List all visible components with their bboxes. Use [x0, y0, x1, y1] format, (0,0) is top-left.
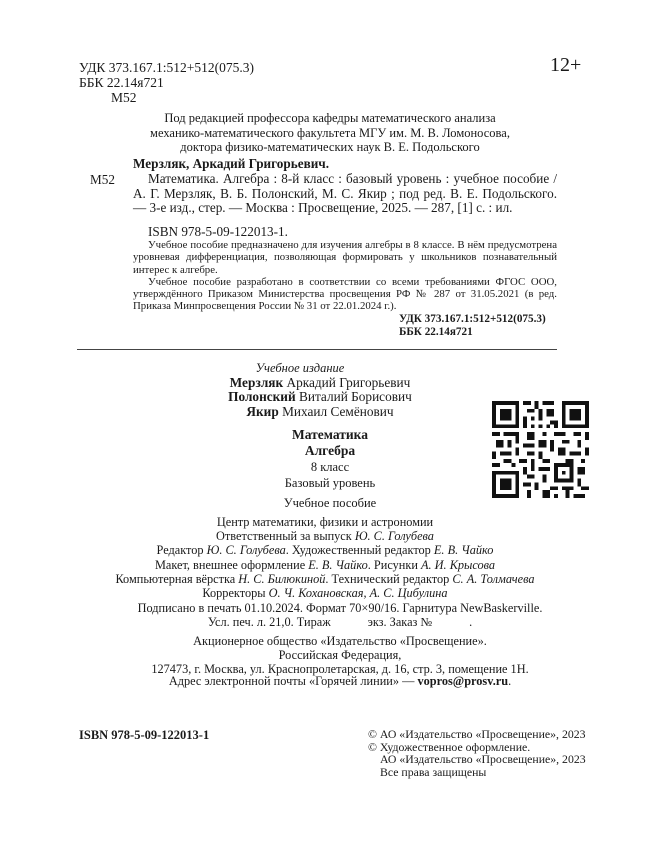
edition-type: Учебное издание [255, 361, 345, 375]
book-type: Учебное пособие [283, 496, 377, 510]
annotation-paragraph: Учебное пособие предназначено для изучения алгебры в 8 классе. В нём предусмотрена уровневая дифференциация, позволяющая формировать у школьников познавательный интерес к алгебре. [133, 239, 557, 276]
bibliographic-author-mark: М52 [90, 172, 115, 187]
editor-note-line: механико-математического факультета МГУ им. М. В. Ломоносова, [150, 125, 510, 140]
label: . Художественный редактор [285, 543, 434, 558]
age-rating: 12+ [550, 54, 582, 76]
bibliographic-description: Математика. Алгебра : 8-й класс : базовый уровень : учебное пособие / А. Г. Мерзляк, В. Б. Полонский, М. С. Якир ; под ред. В. Е. Подольского. — 3-е изд., стер. — Москва : Просвещение, 2025. — 287, [1] с. : ил. [133, 170, 557, 216]
author-mark: М52 [111, 90, 137, 105]
print-info-line: Подписано в печать 01.10.2024. Формат 70×90/16. Гарнитура NewBaskerville. [137, 601, 543, 615]
divider [77, 349, 557, 350]
bibliographic-record [133, 157, 557, 216]
label: Компьютерная вёрстка [115, 571, 239, 586]
credits-layout [75, 558, 575, 572]
qr-code-icon[interactable] [492, 401, 589, 498]
annotation-paragraph: Учебное пособие разработано в соответствии со всеми требованиями ФГОС ООО, утверждённого Приказом Министерства просвещения РФ № 287 от 31.05.2021 (в ред. Приказа Минпросвещения России № 31 от 22.01.2024 г.). [133, 275, 557, 313]
author-row [170, 376, 470, 390]
classification-block [79, 60, 254, 105]
copyright-block [368, 728, 586, 778]
punctuation: . [508, 674, 512, 688]
level: Базовый уровень [284, 476, 376, 490]
credits [75, 515, 575, 600]
label: Макет, внешнее оформление [154, 557, 309, 572]
publisher-line: Российская Федерация, [278, 648, 402, 663]
credits-editors [75, 543, 575, 557]
bbk-code-bold: ББК 22.14я721 [399, 326, 473, 338]
copyright-line: © АО «Издательство «Просвещение», 2023 [368, 727, 586, 741]
author-row [170, 405, 470, 419]
annotation [133, 239, 557, 313]
person-name: А. И. Крысова [421, 557, 496, 572]
print-info-line: Усл. печ. л. 21,0. Тираж экз. Заказ № . [207, 615, 473, 630]
bibliographic-author: Мерзляк, Аркадий Григорьевич. [133, 156, 330, 171]
label: . Технический редактор [325, 571, 453, 586]
editor-note-line: доктора физико-математических наук В. Е. Подольского [180, 140, 480, 154]
title-block [200, 427, 460, 511]
udc-code: УДК 373.167.1:512+512(075.3) [79, 60, 255, 75]
label: Редактор [156, 543, 207, 558]
copyright-line: АО «Издательство «Просвещение», 2023 [380, 752, 586, 766]
person-name: С. А. Толмачева [452, 571, 535, 586]
label: . Рисунки [367, 557, 421, 572]
credits-responsible [75, 529, 575, 543]
book-title: Математика [291, 427, 368, 442]
isbn-footer: ISBN 978-5-09-122013-1 [79, 728, 210, 742]
publisher-line: Акционерное общество «Издательство «Просвещение». [193, 634, 487, 648]
credits-center: Центр математики, физики и астрономии [216, 515, 434, 529]
bibliographic-isbn: ISBN 978-5-09-122013-1. [148, 224, 288, 239]
author-name: Виталий Борисович [298, 389, 412, 405]
book-subtitle: Алгебра [304, 442, 356, 458]
rights-reserved: Все права защищены [380, 764, 487, 779]
publisher-address [100, 634, 580, 677]
person-name: Е. В. Чайко [433, 543, 494, 558]
hotline-email-link[interactable]: vopros@prosv.ru [417, 674, 509, 688]
person-name: Ю. С. Голубева [206, 543, 286, 558]
hotline-label: Адрес электронной почты «Горячей линии» — [168, 674, 418, 688]
author-surname: Якир [246, 403, 279, 419]
grade: 8 класс [310, 460, 350, 474]
publisher-line: 127473, г. Москва, ул. Краснопролетарская, д. 16, стр. 3, помещение 1Н. [151, 662, 529, 677]
person-name: О. Ч. Кохановская, А. С. Цибулина [268, 586, 448, 601]
person-name: Н. С. Билюкиной [238, 571, 326, 586]
author-surname: Мерзляк [229, 375, 284, 390]
author-name: Михаил Семёнович [282, 403, 394, 419]
copyright-line: © Художественное оформление. [368, 739, 531, 754]
label: Корректоры [202, 586, 269, 601]
label: Ответственный за выпуск [216, 529, 355, 544]
classification-right [399, 313, 546, 339]
print-info [100, 601, 580, 629]
author-surname: Полонский [228, 389, 296, 405]
hotline [100, 674, 580, 689]
credits-typesetting [75, 572, 575, 586]
person-name: Ю. С. Голубева [354, 529, 434, 544]
bbk-code: ББК 22.14я721 [79, 75, 164, 90]
editor-note [110, 111, 550, 155]
authors-list [170, 376, 470, 419]
author-name: Аркадий Григорьевич [286, 375, 411, 390]
person-name: Е. В. Чайко [308, 557, 368, 572]
credits-proofreaders [75, 586, 575, 600]
udc-code-bold: УДК 373.167.1:512+512(075.3) [399, 313, 546, 325]
author-row [170, 390, 470, 404]
editor-note-line: Под редакцией профессора кафедры математического анализа [164, 111, 496, 125]
